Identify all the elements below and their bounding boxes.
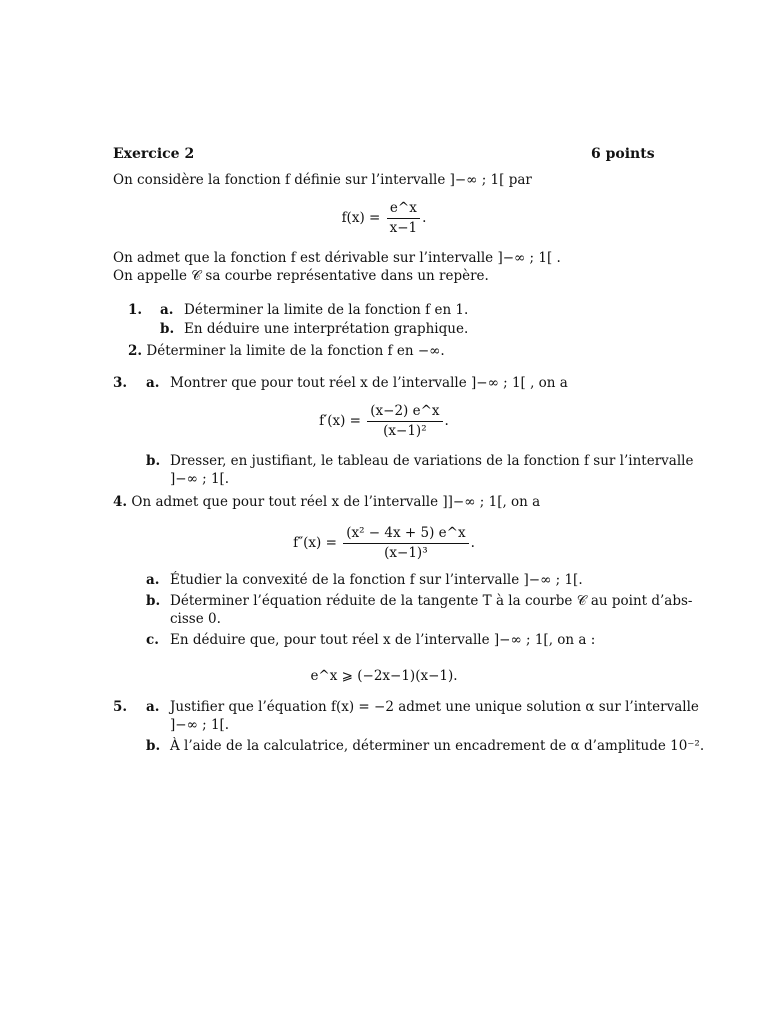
question-5a — [146, 699, 699, 716]
question-1a-text: Déterminer la limite de la fonction f en 1. — [184, 302, 469, 318]
question-4a-label: a. — [146, 572, 160, 588]
derivative-numerator: (x−2) e^x — [367, 403, 442, 422]
question-4b-continuation: cisse 0. — [170, 611, 221, 627]
inequality-formula: e^x ⩾ (−2x−1)(x−1). — [310, 668, 458, 684]
question-2-text: Déterminer la limite de la fonction f en −∞. — [146, 343, 445, 359]
question-4a — [146, 572, 583, 589]
question-4-number: 4. — [113, 494, 128, 510]
question-4b-label: b. — [146, 593, 161, 609]
question-1-number: 1. — [128, 302, 143, 318]
question-3a — [146, 375, 568, 392]
question-4 — [113, 494, 540, 511]
question-5b — [146, 738, 704, 755]
second-derivative-numerator: (x² − 4x + 5) e^x — [343, 525, 468, 544]
question-3b-text: Dresser, en justifiant, le tableau de variations de la fonction f sur l’intervalle — [170, 453, 694, 469]
question-3b-continuation: ]−∞ ; 1[. — [170, 471, 230, 487]
question-4a-text: Étudier la convexité de la fonction f sur l’intervalle ]−∞ ; 1[. — [170, 572, 583, 588]
function-denominator: x−1 — [389, 219, 418, 236]
function-fraction — [387, 200, 421, 237]
question-5a-continuation: ]−∞ ; 1[. — [170, 717, 230, 733]
function-end: . — [422, 209, 427, 226]
derivative-lhs: f′(x) = — [319, 412, 361, 429]
question-5a-label: a. — [146, 699, 160, 715]
question-3-number: 3. — [113, 375, 128, 391]
question-3b — [146, 453, 693, 470]
derivative-fraction — [367, 403, 442, 440]
question-2 — [128, 343, 445, 360]
question-4b-text: Déterminer l’équation réduite de la tangente T à la courbe 𝒞 au point d’abs- — [170, 593, 693, 609]
intro-line: On considère la fonction f définie sur l’intervalle ]−∞ ; 1[ par — [113, 172, 532, 188]
second-derivative-formula — [0, 525, 768, 562]
question-1a-label: a. — [160, 302, 174, 318]
derivative-end: . — [444, 412, 449, 429]
second-derivative-denominator: (x−1)³ — [384, 544, 428, 561]
question-3a-label: a. — [146, 375, 160, 391]
question-5b-text: À l’aide de la calculatrice, déterminer un encadrement de α d’amplitude 10⁻². — [170, 738, 705, 754]
function-numerator: e^x — [387, 200, 421, 219]
question-4c — [146, 632, 595, 649]
question-4c-text: En déduire que, pour tout réel x de l’intervalle ]−∞ ; 1[, on a : — [170, 632, 596, 648]
question-2-number: 2. — [128, 343, 143, 359]
question-5-number: 5. — [113, 699, 128, 715]
question-3b-label: b. — [146, 453, 161, 469]
curve-statement: On appelle 𝒞 sa courbe représentative dans un repère. — [113, 268, 489, 284]
exercise-points: 6 points — [591, 146, 655, 162]
question-1a — [160, 302, 468, 319]
function-lhs: f(x) = — [341, 209, 381, 226]
question-4-text: On admet que pour tout réel x de l’intervalle ]]−∞ ; 1[, on a — [131, 494, 541, 510]
question-1b — [160, 321, 468, 338]
question-3a-text: Montrer que pour tout réel x de l’intervalle ]−∞ ; 1[ , on a — [170, 375, 568, 391]
derivative-denominator: (x−1)² — [383, 422, 427, 439]
question-4c-label: c. — [146, 632, 159, 648]
question-1b-text: En déduire une interprétation graphique. — [184, 321, 469, 337]
second-derivative-lhs: f″(x) = — [293, 534, 337, 551]
derivability-statement: On admet que la fonction f est dérivable sur l’intervalle ]−∞ ; 1[ . — [113, 250, 561, 266]
derivative-formula — [0, 403, 768, 440]
question-5b-label: b. — [146, 738, 161, 754]
second-derivative-fraction — [343, 525, 468, 562]
second-derivative-end: . — [470, 534, 475, 551]
function-definition — [0, 200, 768, 237]
question-4b — [146, 593, 692, 610]
question-1b-label: b. — [160, 321, 175, 337]
exercise-title: Exercice 2 — [113, 146, 195, 162]
question-5a-text: Justifier que l’équation f(x) = −2 admet une unique solution α sur l’intervalle — [170, 699, 699, 715]
